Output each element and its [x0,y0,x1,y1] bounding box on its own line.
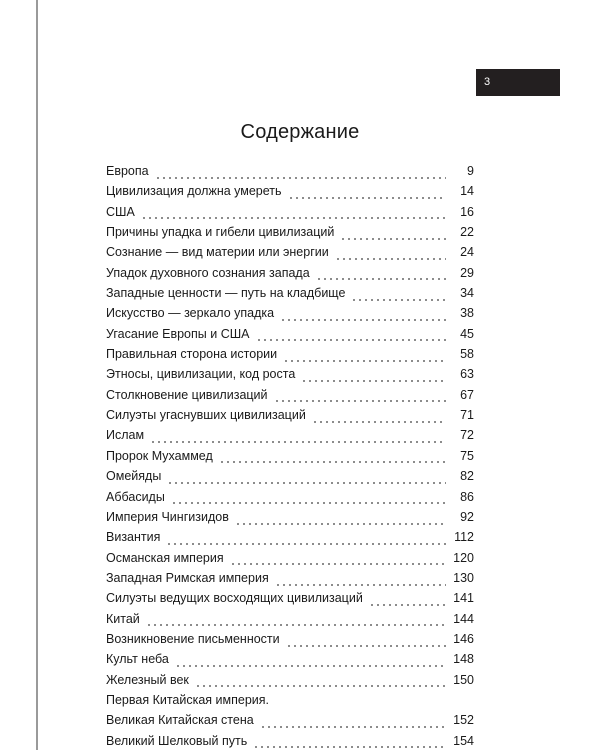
dot-leader [260,725,446,729]
toc-entry-title: Империя Чингизидов [106,509,229,524]
dot-leader [175,664,446,668]
toc-entry-title: Первая Китайская империя. [106,692,270,707]
toc-entry-page: 82 [460,469,474,484]
toc-entry[interactable] [106,673,474,693]
toc-entry[interactable] [106,612,474,632]
toc-entry[interactable] [106,713,474,733]
dot-leader [253,745,446,749]
toc-entry-title: Ислам [106,428,145,443]
toc-entry-page: 92 [460,509,474,524]
toc-entry-title: Силуэты ведущих восходящих цивилизаций [106,591,363,606]
toc-entry-title: Пророк Мухаммед [106,448,213,463]
page-edge [36,0,38,750]
toc-entry-title: Великая Китайская стена [106,713,254,728]
dot-leader [171,501,446,505]
toc-entry-title: Великий Шелковый путь [106,733,248,748]
toc-entry-page: 72 [460,428,474,443]
toc-entry[interactable] [106,245,474,265]
toc-entry[interactable] [106,225,474,245]
toc-entry-page: 112 [454,530,474,545]
toc-entry-title: Омейяды [106,469,162,484]
dot-leader [146,623,446,627]
toc-entry-page: 67 [460,387,474,402]
toc-entry[interactable] [106,551,474,571]
dot-leader [141,216,446,220]
toc-entry-page: 45 [460,326,474,341]
table-of-contents [106,164,474,754]
toc-entry-page: 86 [460,489,474,504]
toc-entry-title: Угасание Европы и США [106,326,250,341]
dot-leader [351,298,446,302]
toc-entry[interactable] [106,632,474,652]
toc-entry-title: Османская империя [106,550,224,565]
toc-entry[interactable] [106,591,474,611]
dot-leader [275,583,446,587]
dot-leader [256,338,446,342]
toc-entry-page: 16 [460,204,474,219]
dot-leader [340,237,446,241]
toc-entry[interactable] [106,286,474,306]
toc-entry-page: 75 [460,448,474,463]
toc-entry-page: 120 [453,550,474,565]
dot-leader [195,684,446,688]
dot-leader [312,420,446,424]
toc-entry-page: 141 [453,591,474,606]
toc-entry-page: 146 [453,631,474,646]
toc-entry[interactable] [106,327,474,347]
toc-entry-page: 9 [467,164,474,178]
toc-entry-title: Железный век [106,672,189,687]
toc-entry-page: 150 [453,672,474,687]
toc-entry-title: США [106,204,135,219]
toc-entry-title: Причины упадка и гибели цивилизаций [106,225,335,240]
dot-leader [235,522,446,526]
toc-entry-page: 148 [453,652,474,667]
toc-entry-page: 154 [453,733,474,748]
toc-entry[interactable] [106,266,474,286]
toc-entry[interactable] [106,428,474,448]
toc-entry-page: 144 [453,611,474,626]
dot-leader [166,542,446,546]
toc-entry-title: Китай [106,611,140,626]
toc-entry-title: Силуэты угаснувших цивилизаций [106,408,306,423]
toc-entry-page: 58 [460,347,474,362]
toc-entry[interactable] [106,693,474,713]
dot-leader [301,379,446,383]
toc-entry[interactable] [106,490,474,510]
dot-leader [280,318,446,322]
dot-leader [150,440,446,444]
dot-leader [286,644,446,648]
toc-entry-page: 22 [460,225,474,240]
dot-leader [167,481,446,485]
toc-entry[interactable] [106,652,474,672]
toc-entry-page: 29 [460,265,474,280]
dot-leader [288,196,446,200]
toc-entry[interactable] [106,571,474,591]
toc-entry-title: Западная Римская империя [106,570,269,585]
toc-entry-page: 71 [460,408,474,423]
dot-leader [369,603,446,607]
toc-entry[interactable] [106,469,474,489]
toc-entry[interactable] [106,510,474,530]
toc-entry-title: Аббасиды [106,489,165,504]
toc-entry-title: Культ неба [106,652,169,667]
toc-entry[interactable] [106,734,474,754]
toc-entry-title: Византия [106,530,161,545]
toc-entry-title: Этносы, цивилизации, код роста [106,367,296,382]
dot-leader [274,399,446,403]
toc-entry-title: Европа [106,164,149,178]
toc-entry-page: 38 [460,306,474,321]
toc-entry-title: Столкновение цивилизаций [106,387,268,402]
toc-entry[interactable] [106,367,474,387]
toc-entry[interactable] [106,449,474,469]
toc-entry[interactable] [106,306,474,326]
toc-entry-title: Искусство — зеркало упадка [106,306,275,321]
toc-entry-title: Возникновение письменности [106,631,280,646]
dot-leader [155,176,446,180]
page-number: 3 [476,69,560,96]
dot-leader [230,562,446,566]
toc-entry-title: Сознание — вид материи или энергии [106,245,329,260]
toc-entry[interactable] [106,164,474,184]
toc-entry[interactable] [106,408,474,428]
toc-entry[interactable] [106,184,474,204]
toc-entry-title: Западные ценности — путь на кладбище [106,286,346,301]
toc-entry[interactable] [106,530,474,550]
dot-leader [219,460,446,464]
toc-entry-page: 34 [460,286,474,301]
dot-leader [316,277,446,281]
toc-entry-page: 14 [460,184,474,199]
toc-entry-title: Упадок духовного сознания запада [106,265,310,280]
toc-entry-page: 24 [460,245,474,260]
toc-entry-title: Цивилизация должна умереть [106,184,282,199]
toc-entry-page: 130 [453,570,474,585]
dot-leader [335,257,446,261]
toc-entry[interactable] [106,388,474,408]
dot-leader [283,359,446,363]
toc-entry-page: 63 [460,367,474,382]
page-title: Содержание [240,121,360,143]
toc-entry-title: Правильная сторона истории [106,347,278,362]
toc-entry-page: 152 [453,713,474,728]
toc-entry[interactable] [106,347,474,367]
toc-entry[interactable] [106,205,474,225]
